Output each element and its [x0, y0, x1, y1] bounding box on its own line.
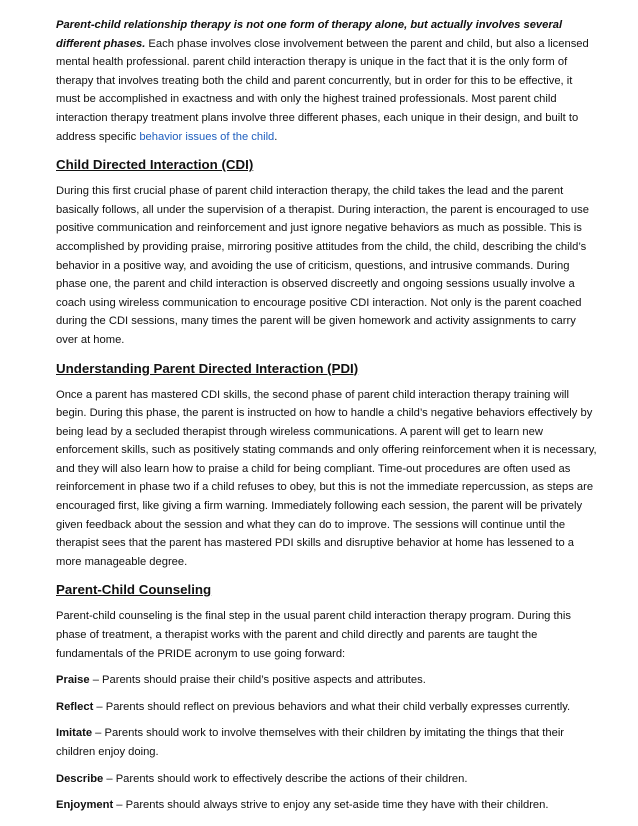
counseling-paragraph: Parent-child counseling is the final step in the usual parent child interaction therapy program. During this phase of treatment, a therapist works with the parent and child directly and parents are taught the fundamentals of the PRIDE acronym to use going forward:	[56, 610, 571, 660]
pride-item-imitate	[56, 724, 598, 761]
pride-term: Enjoyment	[56, 799, 114, 812]
behavior-issues-link[interactable]: behavior issues of the child	[139, 130, 275, 143]
intro-body: Each phase involves close involvement between the parent and child, but also a licensed mental health professional. parent child interaction therapy is unique in the fact that it is the only form of therapy that involves treating both the child and parent concurrently, but in order for this to be effective, it must be accomplished in exactness and with only the highest trained professionals. Most parent child interaction therapy treatment plans involve three different phases, each unique in their design, and built to address specific	[56, 37, 589, 143]
cdi-heading: Child Directed Interaction (CDI)	[56, 157, 254, 173]
pride-term: Reflect	[56, 700, 94, 713]
pride-term: Praise	[56, 674, 90, 687]
pride-item-describe	[56, 770, 598, 789]
intro-lead: Parent-child relationship therapy is not one form of therapy alone, but actually involves several different phases.	[56, 19, 563, 50]
cdi-paragraph: During this first crucial phase of parent child interaction therapy, the child takes the lead and the parent basically follows, all under the supervision of a therapist. During interaction, the parent is encouraged to use positive communication and reinforcement and just ignore negative behaviors as much as possible. This is accomplished by providing praise, mirroring positive attitudes from the child, the child, describing the child’s behavior in a positive way, and avoiding the use of criticism, questions, and intrusive commands. During phase one, the parent and child interaction is observed discreetly and ongoing sessions usually involve a coach using wireless communication to encourage positive CDI interaction. Not only is the parent coached during the CDI sessions, many times the parent will be given homework and activity assignments to carry over at home.	[56, 185, 589, 346]
pride-text: – Parents should reflect on previous behaviors and what their child verbally expresses currently.	[93, 700, 571, 713]
intro-end: .	[274, 130, 278, 143]
pride-term: Describe	[56, 772, 104, 785]
pride-text: – Parents should praise their child’s positive aspects and attributes.	[89, 674, 426, 687]
pride-item-reflect	[56, 698, 598, 717]
pride-text: – Parents should work to effectively describe the actions of their children.	[103, 772, 468, 785]
pride-term: Imitate	[56, 727, 93, 740]
counseling-heading: Parent-Child Counseling	[56, 582, 212, 598]
pdi-heading: Understanding Parent Directed Interaction (PDI)	[56, 360, 359, 376]
pride-text: – Parents should always strive to enjoy any set-aside time they have with their children.	[113, 799, 549, 812]
pride-item-praise	[56, 671, 598, 690]
pride-item-enjoyment	[56, 796, 598, 815]
intro-paragraph	[56, 16, 598, 146]
pride-text: – Parents should work to involve themselves with their children by imitating the things that their children enjoy doing.	[56, 727, 565, 758]
pdi-paragraph: Once a parent has mastered CDI skills, the second phase of parent child interaction therapy training will begin. During this phase, the parent is instructed on how to handle a child’s negative behaviors effectively by being lead by a secluded therapist through wireless communications. A parent will get to learn new enforcement skills, such as positively stating commands and only offering reinforcement when it is necessary, and they will also learn how to praise a child for being compliant. Time-out procedures are often used as reinforcement in phase two if a child refuses to obey, but this is not the immediate repercussion, as steps are encouraged first, like giving a firm warning. Immediately following each session, the parent will be privately given feedback about the session and what they can do to improve. The sessions will continue until the therapist sees that the parent has mastered PDI skills and disruptive behavior at home has lessened to a more manageable degree.	[56, 388, 597, 568]
